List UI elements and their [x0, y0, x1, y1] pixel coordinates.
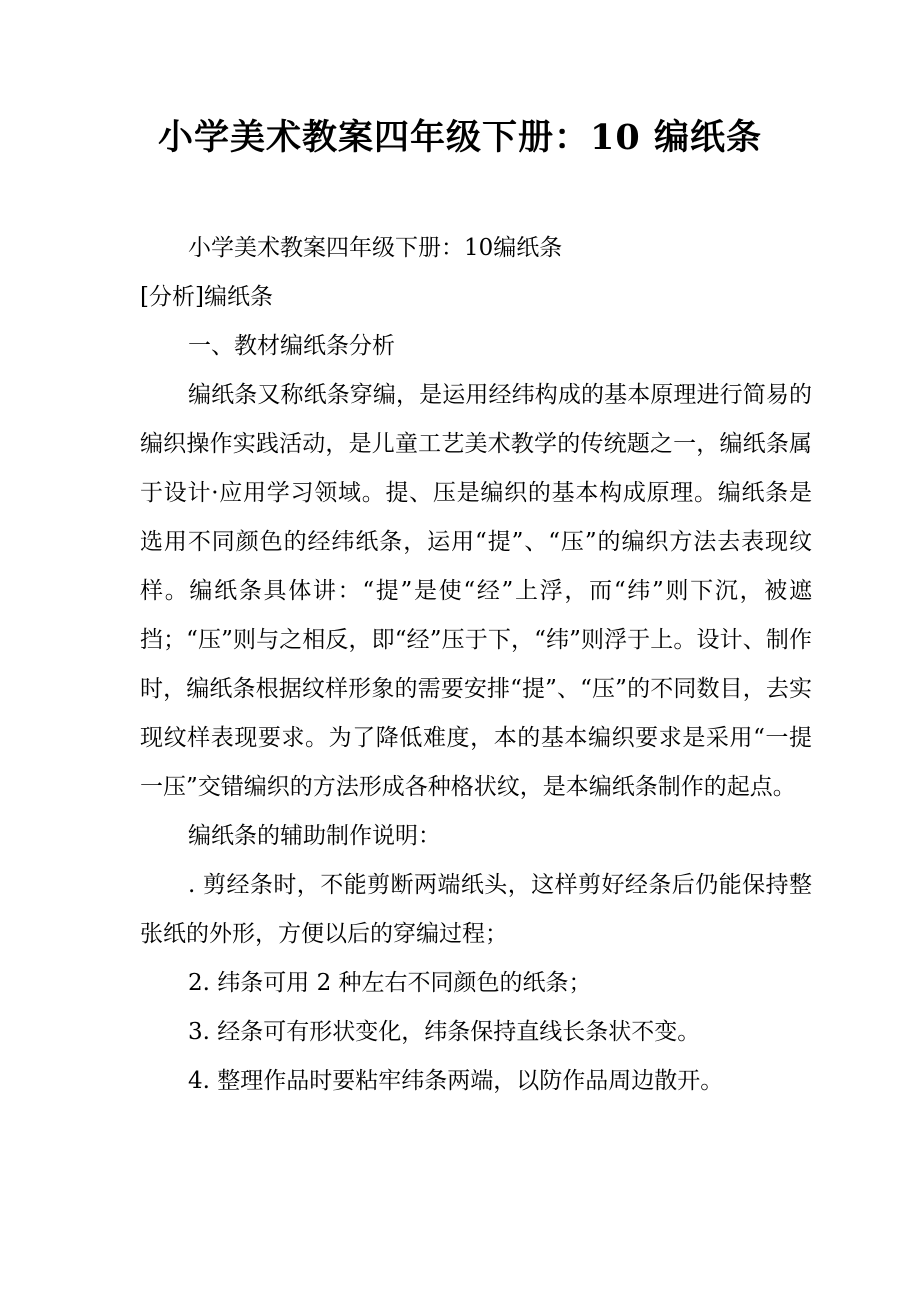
step-item: . 剪经条时，不能剪断两端纸头，这样剪好经条后仍能保持整张纸的外形，方便以后的穿编过程； — [140, 872, 812, 947]
step-item: 3. 经条可有形状变化，纬条保持直线长条状不变。 — [188, 1019, 701, 1045]
aux-heading: 编纸条的辅助制作说明： — [188, 823, 441, 849]
document-subtitle: 小学美术教案四年级下册：10编纸条 — [188, 235, 563, 261]
step-item: 4. 整理作品时要粘牢纬条两端，以防作品周边散开。 — [188, 1068, 724, 1094]
body-paragraph: 编纸条又称纸条穿编，是运用经纬构成的基本原理进行简易的编织操作实践活动，是儿童工艺美术教学的传统题之一，编纸条属于设计·应用学习领域。提、压是编织的基本构成原理。编纸条是选用不同颜色的经纬纸条，运用“提”、“压”的编织方法去表现纹样。编纸条具体讲：“提”是使“经”上浮，而“纬”则下沉，被遮挡；“压”则与之相反，即“经”压于下，“纬”则浮于上。设计、制作时，编纸条根据纹样形象的需要安排“提”、“压”的不同数目，去实现纹样表现要求。为了降低难度，本的基本编织要求是采用“一提一压”交错编织的方法形成各种格状纹，是本编纸条制作的起点。 — [140, 382, 812, 800]
step-item: 2. 纬条可用 2 种左右不同颜色的纸条； — [188, 970, 592, 996]
document-title: 小学美术教案四年级下册：10 编纸条 — [158, 117, 762, 158]
document-body — [140, 224, 812, 1106]
section-heading: 一、教材编纸条分析 — [188, 333, 395, 359]
analysis-label: [分析]编纸条 — [140, 284, 273, 310]
